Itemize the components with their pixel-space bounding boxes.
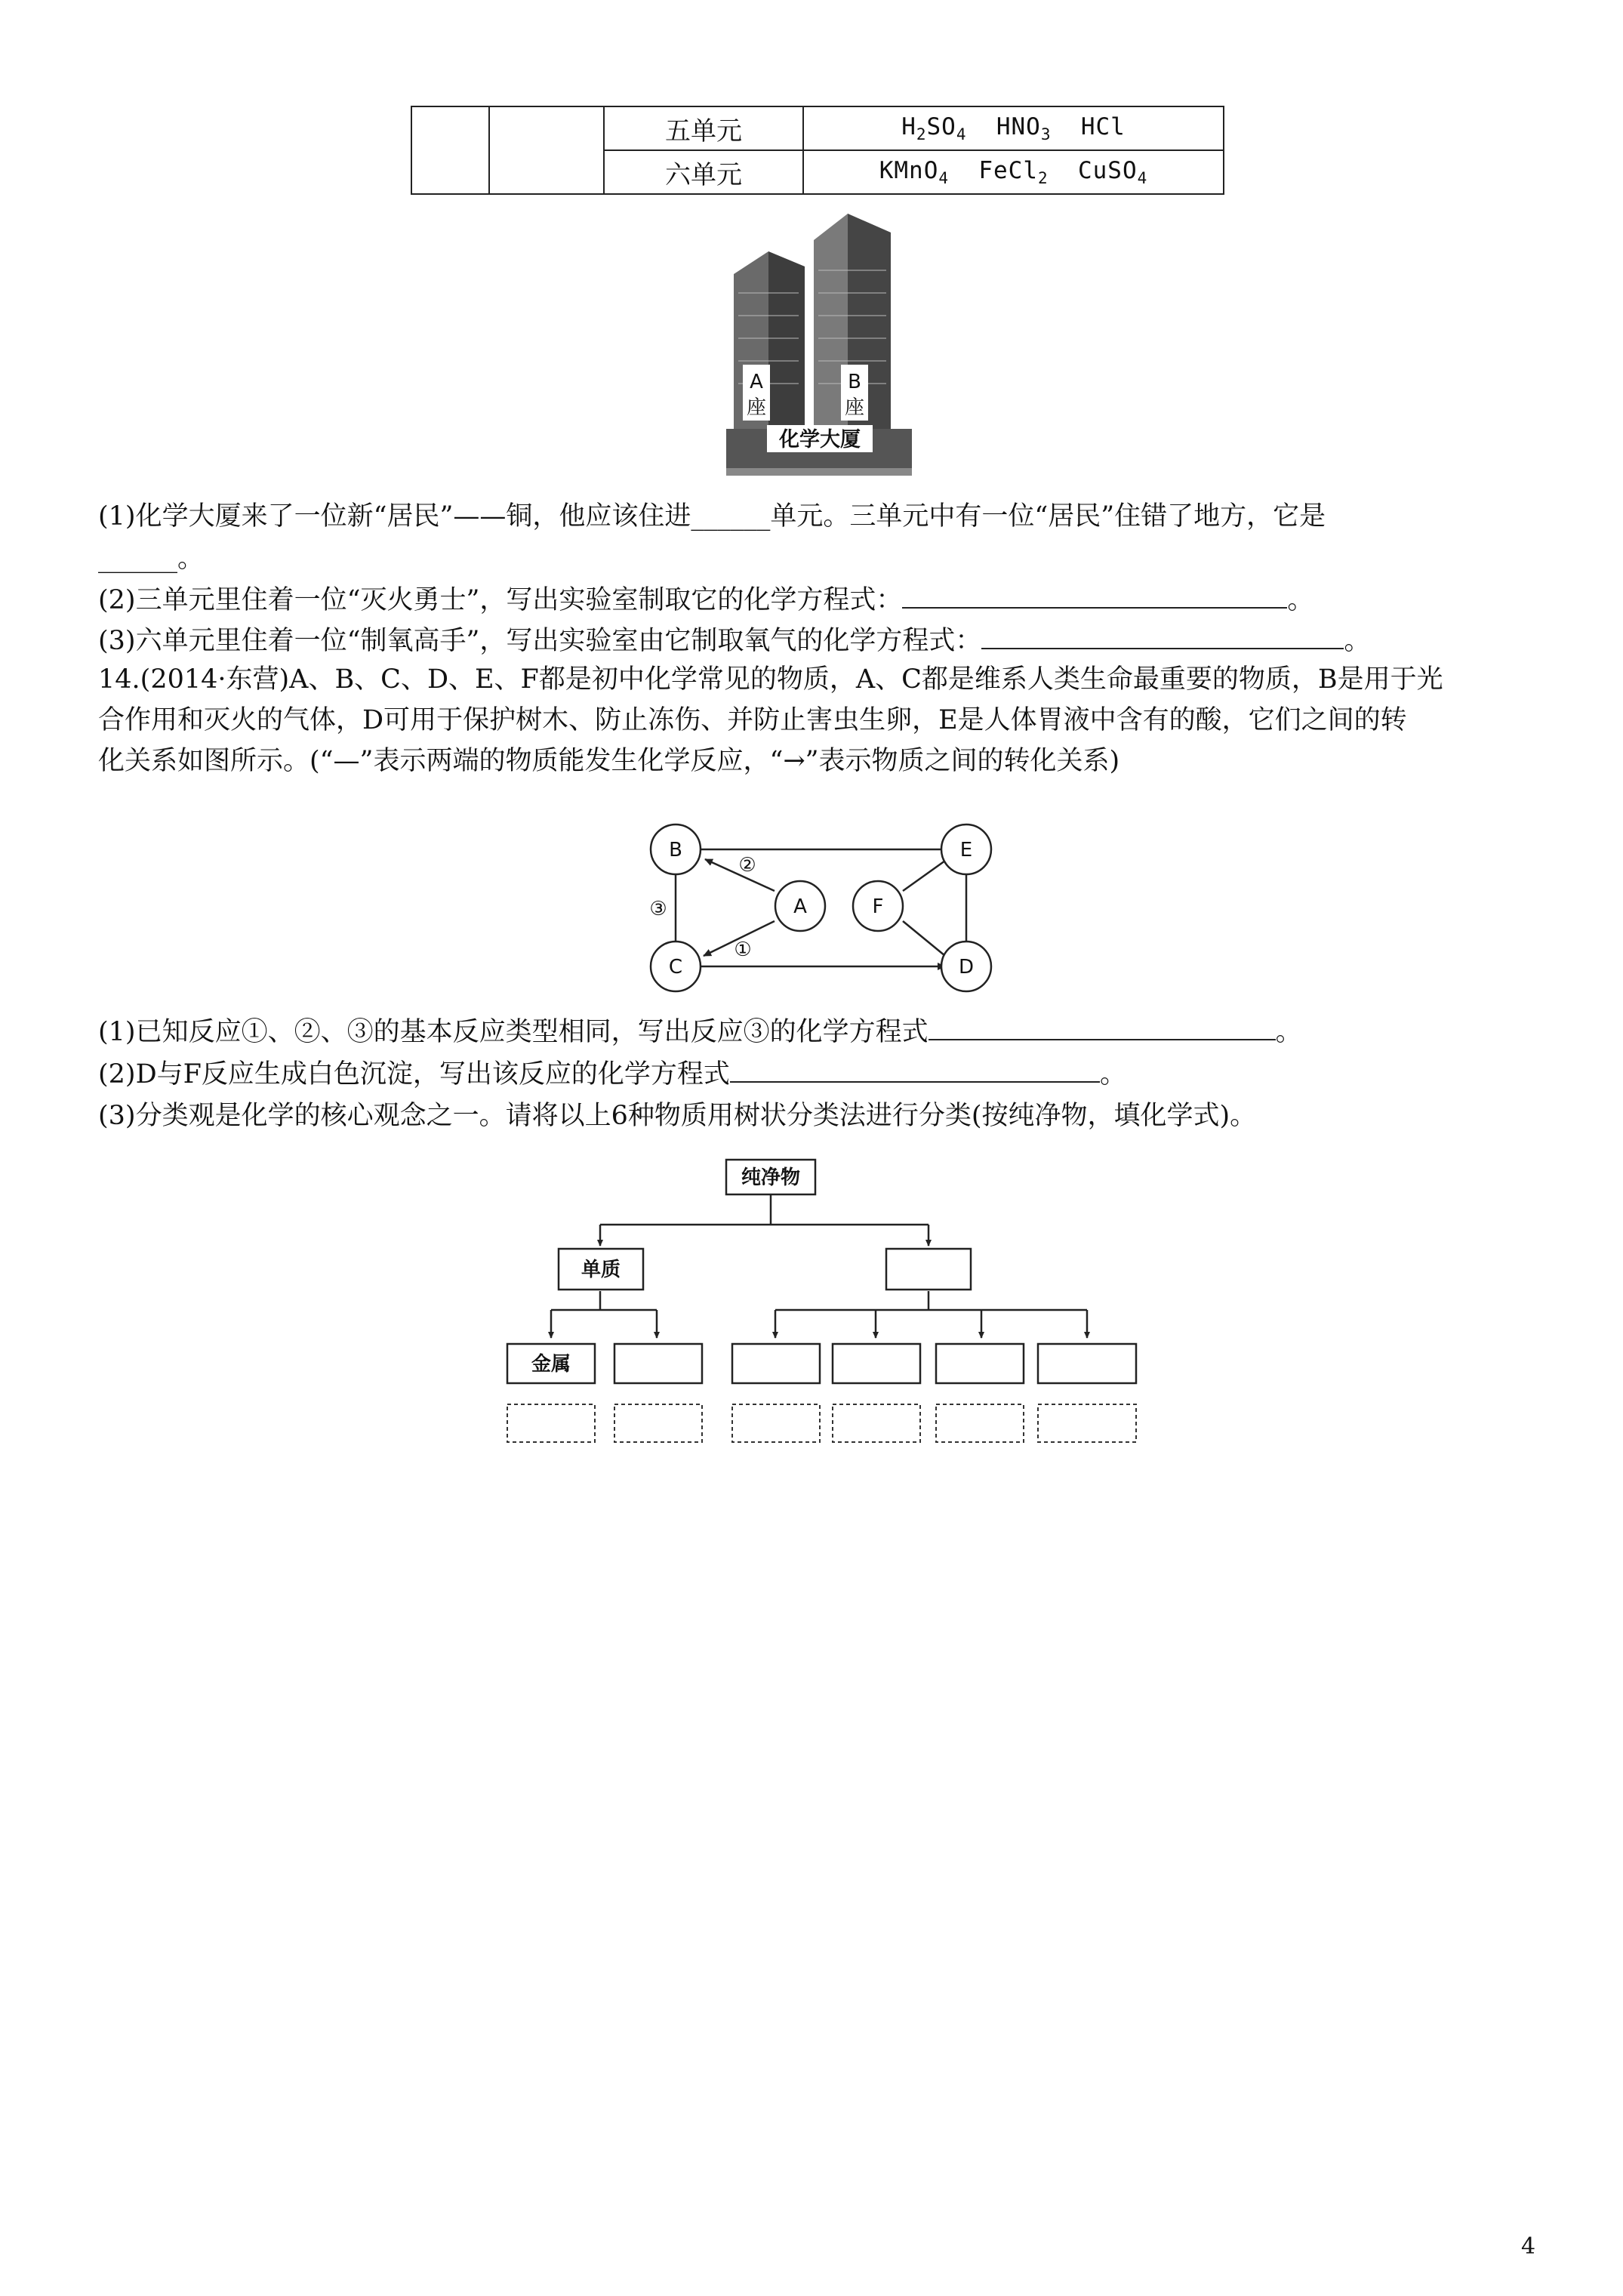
q14-stem-line1: 14.(2014·东营)A、B、C、D、E、F都是初中化学常见的物质，A、C都是维系人类生命最重要的物质，B是用于光 [98,664,1443,695]
tower-b-seat: 座 [844,396,865,419]
tree-elemental-label: 单质 [581,1259,621,1281]
q14-sub1: (1)已知反应①、②、③的基本反应类型相同，写出反应③的化学方程式 。 [98,1015,1302,1049]
answer-box-dashed[interactable] [833,1404,920,1442]
tree-nonmetal-box[interactable] [614,1344,702,1383]
tree-leaf-box[interactable] [732,1344,820,1383]
q14-sub3: (3)分类观是化学的核心观念之一。请将以上6种物质用树状分类法进行分类(按纯净物，填化学式)。 [98,1101,1257,1131]
tower-a-letter: A [750,371,763,393]
unit-residents-cell: $H_2SO_4$ $HNO_3$ HCl [803,106,1224,150]
answer-box-dashed[interactable] [507,1404,595,1442]
answer-blank[interactable] [929,1015,1276,1040]
conversion-diagram [642,815,1004,1000]
tree-leaf-box[interactable] [936,1344,1024,1383]
tree-root-label: 纯净物 [741,1166,801,1189]
edge-label-2: ② [738,854,756,877]
q14-stem-line2: 合作用和灭火的气体，D可用于保护树木、防止冻伤、并防止害虫生卵，E是人体胃液中含有的酸，它们之间的转 [98,705,1407,735]
tower-a-seat: 座 [746,396,767,419]
answer-blank[interactable] [902,583,1287,609]
q14-stem-line3: 化关系如图所示。(“—”表示两端的物质能发生化学反应，“→”表示物质之间的转化关系) [98,746,1120,776]
table-row [411,106,1224,150]
edge-f-d [903,921,945,956]
node-b-label: B [669,839,682,861]
edge-label-3: ③ [649,898,667,920]
answer-box-dashed[interactable] [1038,1404,1136,1442]
q13-sub1-line1: (1)化学大厦来了一位新“居民”——铜，他应该住进______单元。三单元中有一位“居民”住错了地方，它是 [98,501,1326,532]
tree-leaf-box[interactable] [1038,1344,1136,1383]
q13-sub1-line2: ______。 [98,544,205,574]
answer-box-dashed[interactable] [936,1404,1024,1442]
edge-f-e [903,861,945,891]
q13-sub3: (3)六单元里住着一位“制氧高手”，写出实验室由它制取氧气的化学方程式： 。 [98,624,1370,658]
node-c-label: C [668,956,683,978]
page-number: 4 [1521,2233,1536,2260]
answer-blank[interactable] [730,1057,1100,1083]
units-table [411,106,1224,195]
unit-name-cell: 五单元 [604,106,803,150]
tree-metal-label: 金属 [531,1353,571,1376]
building-sign: 化学大厦 [779,428,861,451]
node-e-label: E [959,839,973,861]
unit-name-cell: 六单元 [604,150,803,194]
q14-sub2: (2)D与F反应生成白色沉淀，写出该反应的化学方程式 。 [98,1057,1126,1091]
table-cell-empty [411,106,489,194]
table-cell-empty [489,106,604,194]
unit-residents-cell: KMnO$_4$ FeCl$_2$ CuSO$_4$ [803,150,1224,194]
tower-b-letter: B [848,371,861,393]
answer-box-dashed[interactable] [614,1404,702,1442]
tree-leaf-box[interactable] [833,1344,920,1383]
q13-sub2: (2)三单元里住着一位“灭火勇士”，写出实验室制取它的化学方程式： 。 [98,583,1313,617]
answer-blank[interactable] [981,624,1344,649]
classification-tree [498,1155,1147,1457]
node-d-label: D [958,956,975,978]
chemistry-building-illustration [723,210,915,479]
node-f-label: F [872,895,884,918]
tree-compound-box[interactable] [886,1249,971,1290]
answer-box-dashed[interactable] [732,1404,820,1442]
edge-label-1: ① [734,938,752,961]
node-a-label: A [793,895,807,918]
